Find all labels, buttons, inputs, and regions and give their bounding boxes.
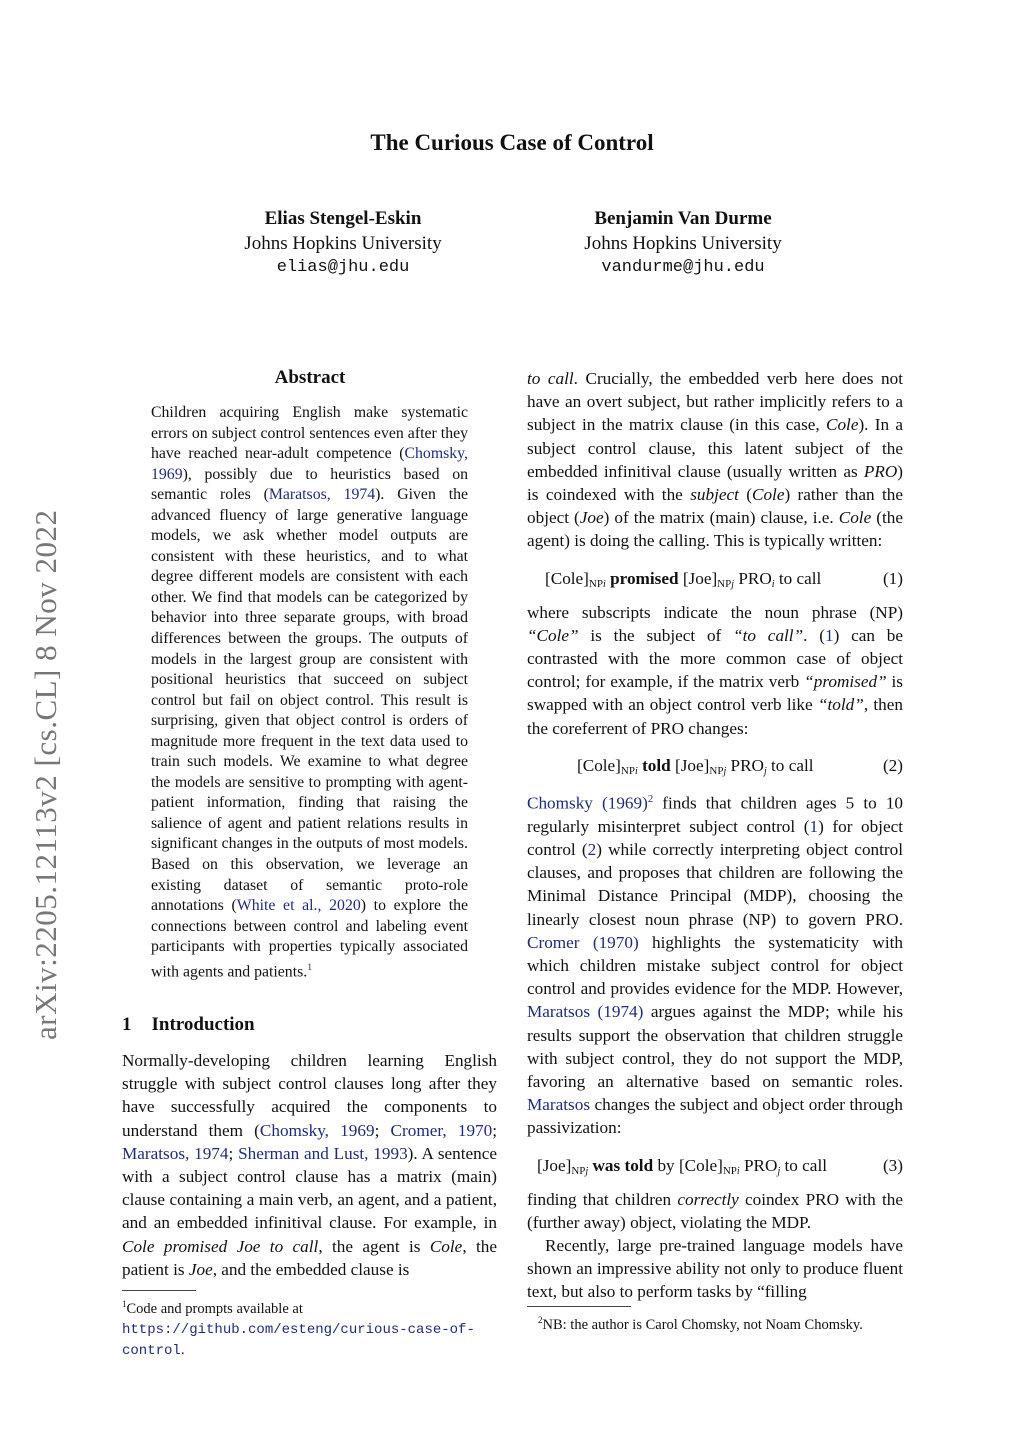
citation-link[interactable]: Maratsos, 1974 <box>122 1143 229 1163</box>
intro-right-column <box>527 367 903 1304</box>
example-ref-link[interactable]: 1 <box>824 625 834 645</box>
author-block-1 <box>193 207 493 281</box>
paragraph: finding that children correctly coindex PRO with the (further away) object, violating the MDP. <box>527 1189 903 1232</box>
citation-link[interactable]: Maratsos <box>527 1095 591 1115</box>
footnote-rule <box>527 1306 631 1307</box>
abstract-heading: Abstract <box>274 367 346 388</box>
paragraph: Chomsky $(1969)^2$ finds that children ages 5 to 10 regularly misinterpret subject control (1) for object control (2) while correctly interpreting object control clauses, and proposes that children are following the Minimal Distance Principal (MDP), choosing the linearly closest noun phrase (NP) to govern PRO. Cromer (1970) highlights the systematicity with which children mistake subject control for object control and provides evidence for the MDP. However, Maratsos (1974) argues against the MDP; while his results support the observation that children struggle with subject control, they do not support the MDP, favoring an alternative based on semantic roles. Maratsos changes the subject and object order through passivization: <box>527 793 904 1138</box>
citation-link[interactable]: Cromer (1970) <box>527 932 639 952</box>
paragraph: where subscripts indicate the noun phrase (NP) “Cole” is the subject of “to call”. (1) can be contrasted with the more common case of object control; for example, if the matrix verb “promised” is swapped with an object control verb like “told”, then the coreferrent of PRO changes: <box>527 602 903 738</box>
paragraph: Recently, large pre-trained language models have shown an impressive ability not only to produce fluent text, but also to perform tasks by “filling <box>527 1236 903 1302</box>
paper-title: The Curious Case of Control <box>370 130 654 155</box>
paragraph: to call. Crucially, the embedded verb here does not have an overt subject, but rather implicitly refers to a subject in the matrix clause (in this case, Cole). In a subject control clause, this latent subject of the embedded infinitival clause (usually written as PRO) is coindexed with the subject (Cole) rather than the object (Joe) of the matrix (main) clause, i.e. Cole (the agent) is doing the calling. This is typically written: <box>527 369 903 551</box>
example-2: $[Cole]_{NPi}$ told $[Joe]_{NPj}$ $PRO_j$ to call (2) <box>577 755 903 777</box>
example-1: $[Cole]_{NPi}$ promised $[Joe]_{NPj}$ $PRO_i$ to call (1) <box>545 568 903 590</box>
footnote-1: $^1$Code and prompts available at https://github.com/esteng/curious-case-of-control. <box>122 1299 475 1359</box>
footnote-2: $^2$NB: the author is Carol Chomsky, not Noam Chomsky. <box>538 1315 863 1333</box>
example-number: (2) <box>882 755 903 775</box>
example-3: $[Joe]_{NPj}$ was told by $[Cole]_{NPi}$ $PRO_j$ to call (3) <box>537 1155 903 1177</box>
abstract-body: Children acquiring English make systematic errors on subject control sentences even after they have reached near-adult competence (Chomsky, 1969), possibly due to heuristics based on semantic roles (Maratsos, 1974). Given the advanced fluency of large generative language models, we ask whether model outputs are consistent with these heuristics, and to what degree different models are consistent with each other. We find that models can be categorized by behavior into three separate groups, with broad differences between the groups. The outputs of models in the largest group are consistent with positional heuristics that succeed on subject control but fail on object control. This result is surprising, given that object control is orders of magnitude more frequent in the text data used to train such models. We examine to what degree the models are sensitive to prompting with agent-patient information, finding that raising the salience of agent and patient relations results in significant changes in the outputs of most models. Based on this observation, we leverage an existing dataset of semantic proto-role annotations (White et al., 2020) to explore the connections between control and labeling event participants with properties typically associated with agents and patients.$^1$ <box>151 404 469 981</box>
citation-link[interactable]: Maratsos (1974) <box>527 1002 644 1022</box>
footnote-marker[interactable]: 1 <box>307 961 313 973</box>
author-name: Elias Stengel-Eskin <box>264 208 422 229</box>
author-email[interactable]: vandurme@jhu.edu <box>601 258 765 277</box>
arxiv-identifier: arXiv:2205.12113v2 [cs.CL] 8 Nov 2022 <box>28 509 63 1040</box>
example-number: (3) <box>882 1155 903 1175</box>
intro-left-column: Normally-developing children learning English struggle with subject control clauses long after they have successfully acquired the components to understand them (Chomsky, 1969; Cromer, 1970; Maratsos, 1974; Sherman and Lust, 1993). A sentence with a subject control clause has a matrix (main) clause containing a main verb, an agent, and a patient, and an embedded infinitival clause. For example, in Cole promised Joe to call, the agent is Cole, the patient is Joe, and the embedded clause is <box>122 1051 498 1279</box>
author-affiliation: Johns Hopkins University <box>584 232 782 254</box>
author-block-2 <box>533 207 833 281</box>
footnote-rule <box>122 1290 196 1291</box>
section-heading: 1 Introduction <box>122 1014 255 1035</box>
citation-link[interactable]: Chomsky, 1969 <box>151 445 468 483</box>
footnote-marker[interactable]: 2 <box>647 793 654 805</box>
example-number: (1) <box>882 568 903 588</box>
author-email[interactable]: elias@jhu.edu <box>276 258 410 277</box>
citation-link[interactable]: Cromer, 1970 <box>390 1120 493 1140</box>
citation-link[interactable]: White et al., 2020 <box>236 897 361 915</box>
code-url-link[interactable]: https://github.com/esteng/curious-case-of-control <box>122 1321 475 1359</box>
citation-link[interactable]: Sherman and Lust, 1993 <box>238 1143 408 1163</box>
citation-link[interactable]: Chomsky, 1969 <box>259 1120 375 1140</box>
author-affiliation: Johns Hopkins University <box>244 232 442 254</box>
example-ref-link[interactable]: 1 <box>809 816 819 836</box>
author-name: Benjamin Van Durme <box>594 208 772 229</box>
example-ref-link[interactable]: 2 <box>587 839 597 859</box>
citation-link[interactable]: Maratsos, 1974 <box>268 486 376 504</box>
citation-link[interactable]: Chomsky (1969) <box>527 793 648 813</box>
